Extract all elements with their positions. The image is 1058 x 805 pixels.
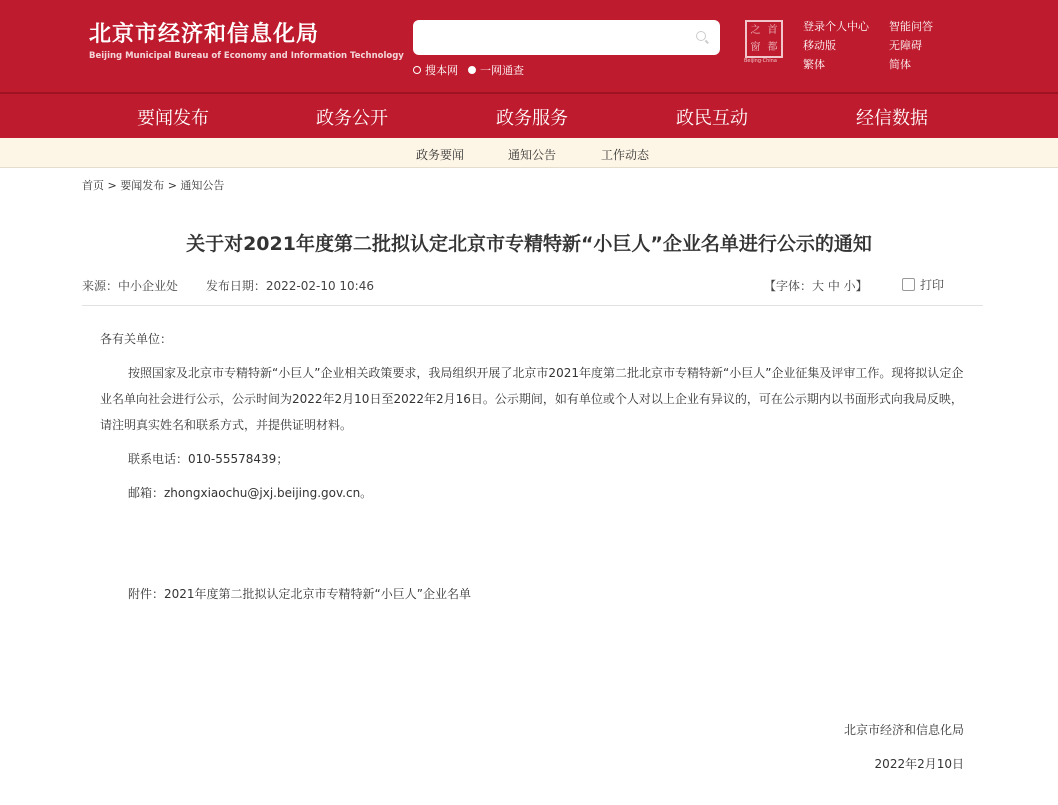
radio-label: 一网通查 <box>480 64 524 77</box>
contact-email: 邮箱：zhongxiaochu@jxj.beijing.gov.cn。 <box>128 486 373 500</box>
header-links <box>803 18 969 72</box>
simplified-link[interactable]: 简体 <box>889 58 911 71</box>
salutation: 各有关单位： <box>100 332 173 346</box>
printer-icon <box>902 278 915 291</box>
print-button[interactable] <box>902 276 944 293</box>
nav-data[interactable]: 经信数据 <box>856 108 928 129</box>
seal-char: 首 <box>767 25 778 36</box>
nav-gov-open[interactable]: 政务公开 <box>316 108 388 129</box>
print-label: 打印 <box>920 278 945 292</box>
seal-char: 窗 <box>750 42 761 53</box>
radio-site[interactable] <box>413 62 458 78</box>
contact-phone: 联系电话：010-55578439； <box>128 452 289 466</box>
header <box>0 0 1058 92</box>
search-icon[interactable] <box>696 31 706 41</box>
article-title: 关于对2021年度第二批拟认定北京市专精特新“小巨人”企业名单进行公示的通知 <box>186 233 872 255</box>
site-logo-title[interactable]: 北京市经济和信息化局 <box>89 22 320 47</box>
capital-window-logo[interactable] <box>745 20 783 58</box>
site-logo-subtitle: Beijing Municipal Bureau of Economy and Information Technology <box>89 51 404 61</box>
breadcrumb[interactable]: 首页 > 要闻发布 > 通知公告 <box>82 179 225 192</box>
article-source: 来源：中小企业处 <box>82 279 179 293</box>
nav-news[interactable]: 要闻发布 <box>137 104 209 130</box>
sub-nav <box>0 138 1058 168</box>
subnav-work[interactable]: 工作动态 <box>601 148 650 162</box>
search-input[interactable] <box>413 20 720 55</box>
subnav-notices[interactable]: 通知公告 <box>508 148 557 162</box>
nav-gov-service[interactable]: 政务服务 <box>496 108 568 129</box>
divider <box>82 305 983 306</box>
sign-date: 2022年2月10日 <box>874 757 964 771</box>
article-meta <box>82 277 374 294</box>
seal-caption: Beijing·China <box>744 58 777 64</box>
radio-icon <box>413 66 421 74</box>
article-paragraph: 按照国家及北京市专精特新“小巨人”企业相关政策要求，我局组织开展了北京市2021年度第二批北京市专精特新“小巨人”企业征集及评审工作。现将拟认定企业名单向社会进行公示，公示时间为2022年2月10日至2022年2月16日。公示期间，如有单位或个人对以上企业有异议的，可在公示期内以书面形式向我局反映，请注明真实姓名和联系方式，并提供证明材料。 <box>100 366 964 432</box>
subnav-gov-news[interactable]: 政务要闻 <box>416 148 465 162</box>
login-link[interactable]: 登录个人中心 <box>803 20 869 33</box>
mobile-link[interactable]: 移动版 <box>803 39 836 52</box>
article-date: 发布日期：2022-02-10 10:46 <box>205 279 374 293</box>
radio-label: 搜本网 <box>425 64 458 77</box>
main-nav <box>0 92 1058 138</box>
nav-interaction[interactable]: 政民互动 <box>676 108 748 129</box>
accessibility-link[interactable]: 无障碍 <box>889 39 922 52</box>
smart-qa-link[interactable]: 智能问答 <box>889 20 933 33</box>
radio-selected-icon <box>468 66 476 74</box>
search-scope <box>413 62 524 78</box>
font-size-control[interactable]: 【字体：大 中 小】 <box>764 279 868 293</box>
signer: 北京市经济和信息化局 <box>843 723 964 737</box>
seal-char: 之 <box>750 25 761 36</box>
seal-char: 都 <box>767 42 778 53</box>
attachment-link[interactable]: 附件：2021年度第二批拟认定北京市专精特新“小巨人”企业名单 <box>128 587 471 601</box>
radio-all[interactable] <box>468 62 524 78</box>
traditional-link[interactable]: 繁体 <box>803 58 825 71</box>
